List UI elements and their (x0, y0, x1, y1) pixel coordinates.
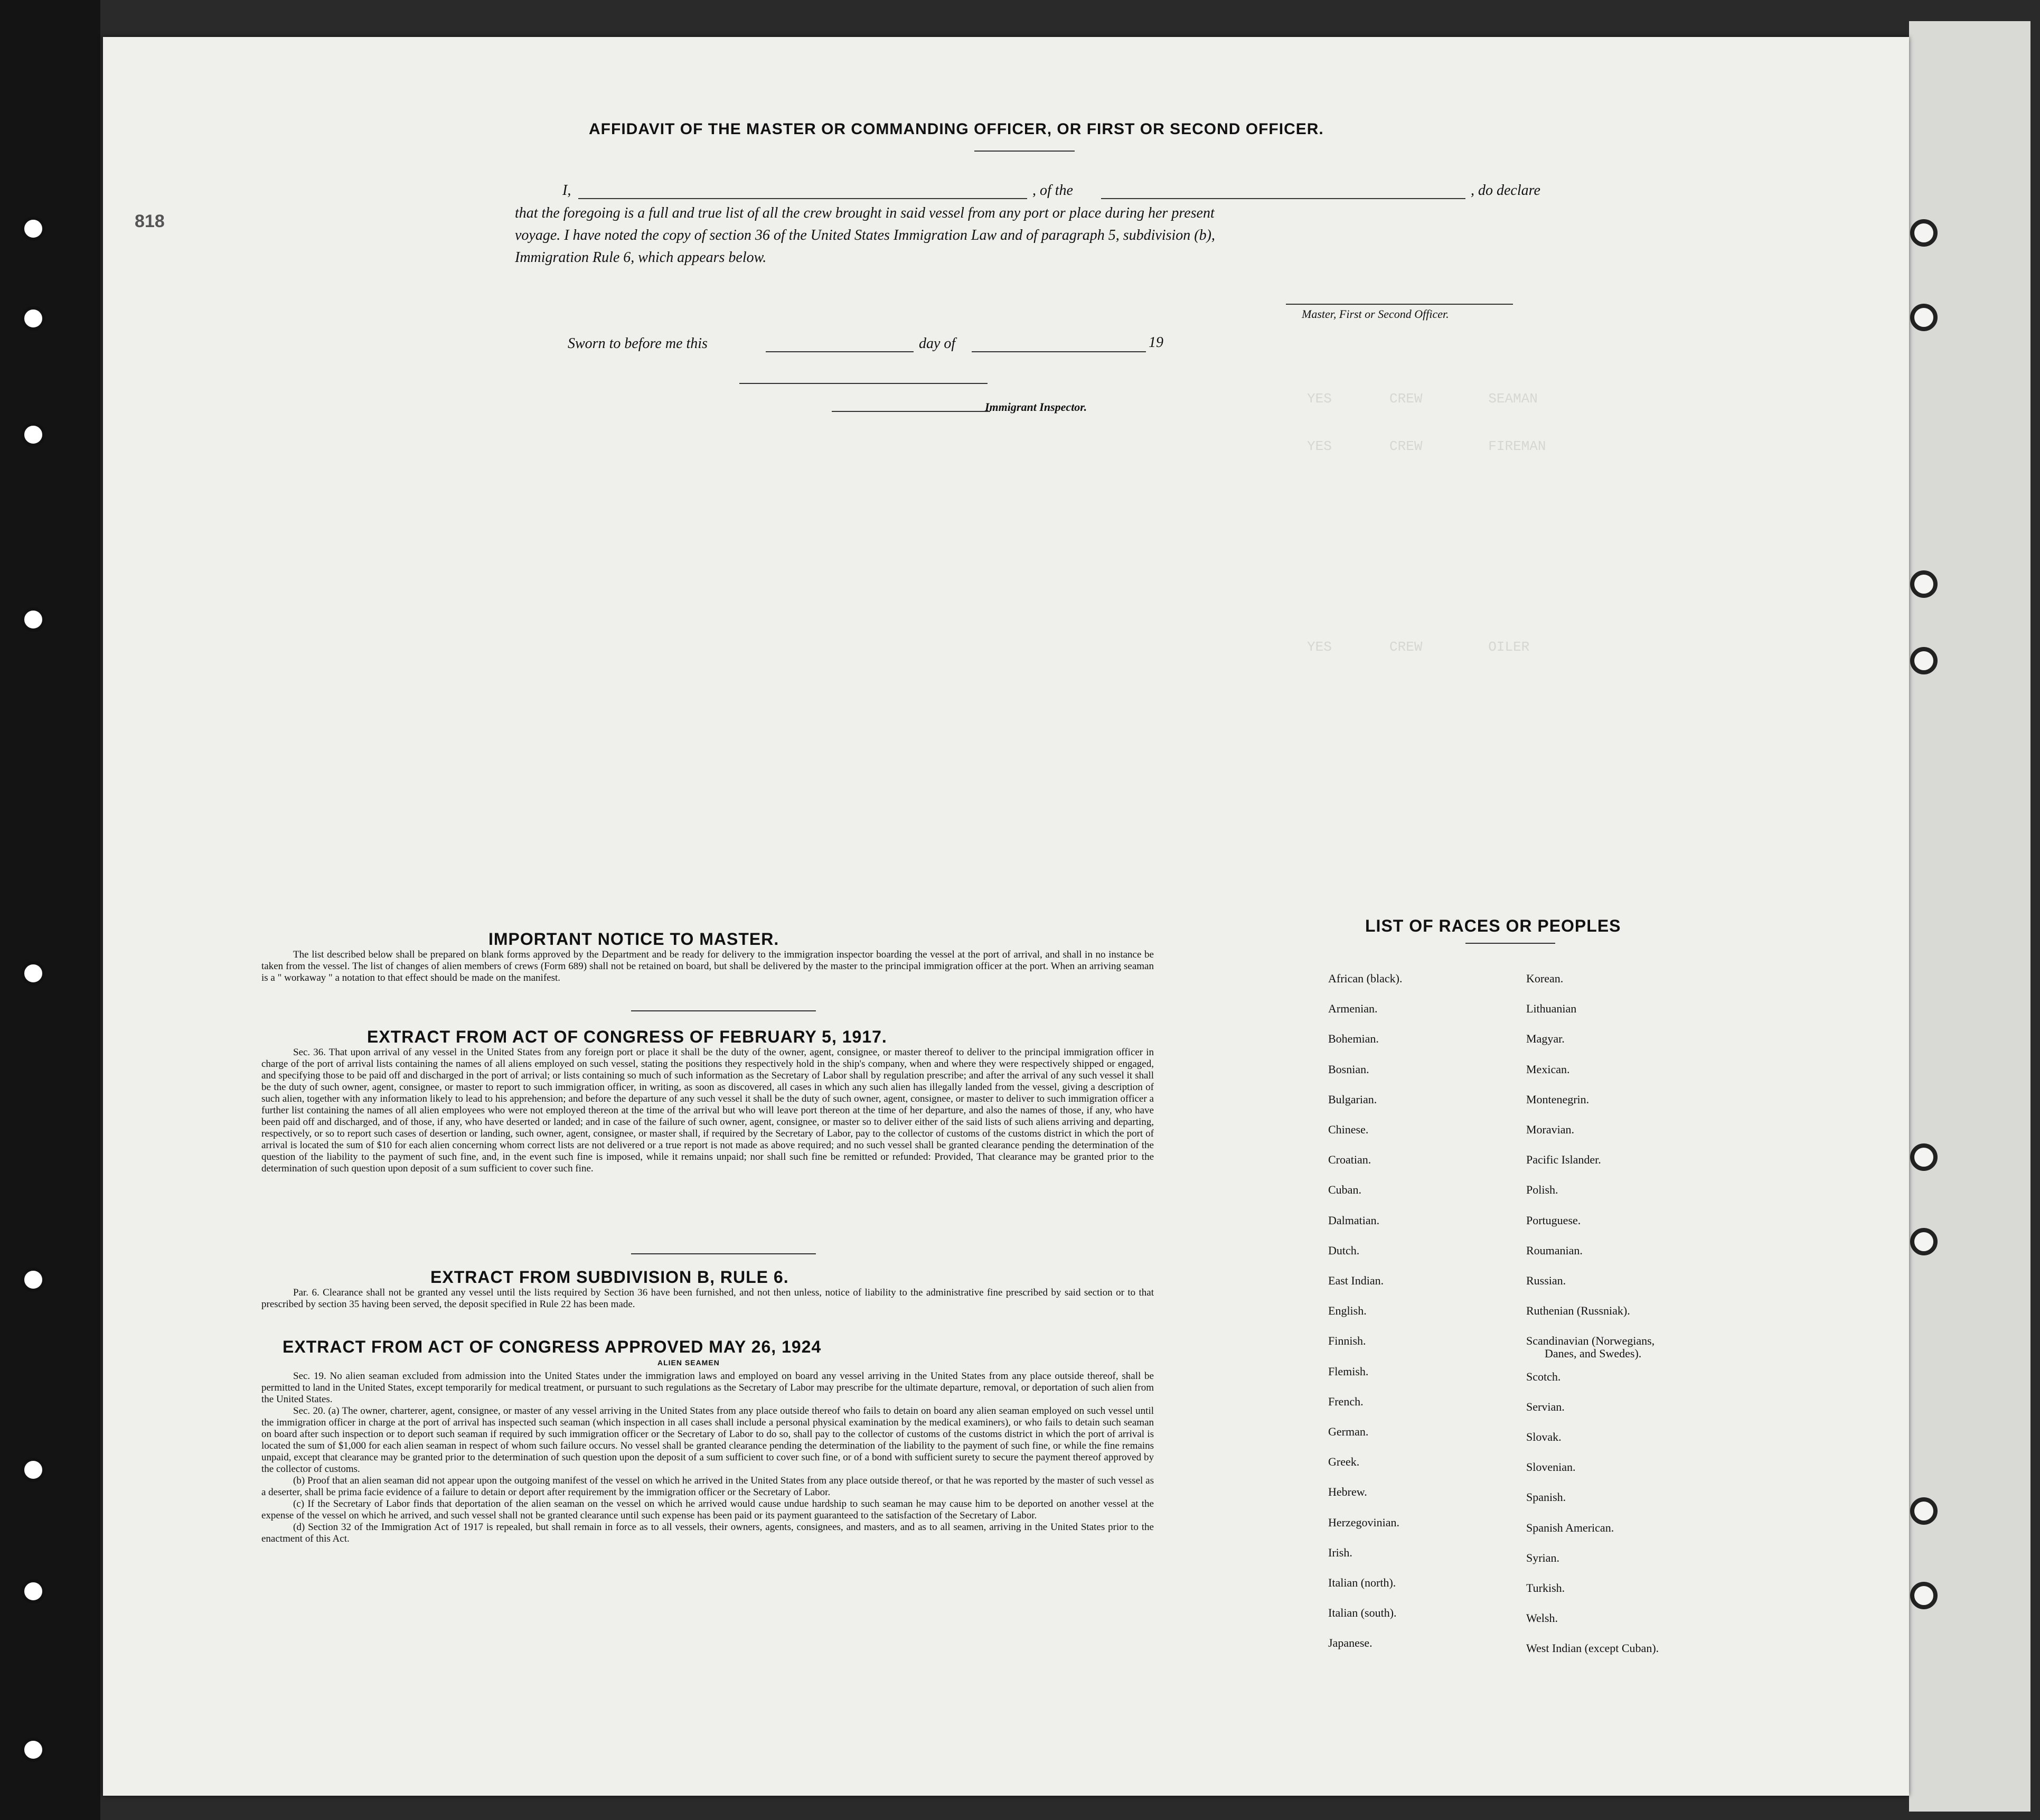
sec-19-paragraph: Sec. 19. No alien seaman excluded from admission into the United States under the immigration laws and employed on board any vessel arriving in the United States from any place outside thereof, shall be permitted to land in the United States, except temporarily for medical treatment, or pursuant to such regulations as the Secretary of Labor may prescribe for the ultimate departure, removal, or deportation of such alien from the United States. (261, 1371, 1154, 1405)
race-entry: Slovak. (1526, 1430, 1562, 1443)
notice-title: IMPORTANT NOTICE TO MASTER. (488, 930, 779, 949)
binding-hole (21, 1458, 45, 1482)
binding-hole (21, 306, 45, 331)
race-entry: Bulgarian. (1328, 1093, 1377, 1106)
race-entry: Japanese. (1328, 1636, 1372, 1649)
inspector-signature-line (739, 383, 988, 384)
sec-20b-paragraph: (b) Proof that an alien seaman did not appear upon the outgoing manifest of the vessel on which he arrived in the United States from any place outside thereof, or that he was reported by the master of such vessel as a deserter, shall be prima facie evidence of a failure to detain or deport after requirement by the immigration officer or the Secretary of Labor. (261, 1475, 1154, 1498)
divider (1465, 943, 1555, 944)
races-title: LIST OF RACES OR PEOPLES (1365, 916, 1621, 935)
race-entry: French. (1328, 1395, 1364, 1408)
race-entry: Finnish. (1328, 1334, 1366, 1347)
sec-20c-paragraph: (c) If the Secretary of Labor finds that deportation of the alien seaman on the vessel on which he arrived would cause undue hardship to such seaman he may cause him to be deported on another vessel at the expense of the vessel on which he arrived, and such vessel shall not be granted clearance until such expense has been paid or its payment guaranteed to the satisfaction of the Secretary of Labor. (261, 1498, 1154, 1521)
binding-hole (21, 961, 45, 986)
punch-hole (1910, 1143, 1938, 1171)
race-entry: Servian. (1526, 1400, 1565, 1413)
race-entry: Portuguese. (1526, 1214, 1581, 1227)
punch-hole (1910, 219, 1938, 247)
punch-hole (1910, 1582, 1938, 1609)
day-of-label: day of (919, 335, 956, 352)
race-entry: East Indian. (1328, 1274, 1384, 1287)
manifest-page (103, 37, 1909, 1796)
race-entry: Lithuanian (1526, 1002, 1577, 1015)
divider (631, 1253, 816, 1254)
punch-hole (1910, 304, 1938, 331)
affidavit-line2: that the foregoing is a full and true list of all the crew brought in said vessel from any port or place during her present (515, 205, 1215, 221)
race-entry: Scotch. (1526, 1370, 1561, 1383)
race-entry: Spanish American. (1526, 1521, 1614, 1534)
inspector-label: Immigrant Inspector. (985, 400, 1087, 414)
race-entry: Scandinavian (Norwegians, (1526, 1334, 1655, 1347)
race-entry: Bosnian. (1328, 1063, 1369, 1076)
extract-1917-text: Sec. 36. That upon arrival of any vessel in the United States from any foreign port or place it shall be the duty of the owner, agent, consignee, or master thereof to deliver to the principal immigration officer in charge of the port of arrival lists containing the names of all aliens employed on such vessel, stating the positions they respectively hold in the ship's company, when and where they were respectively shipped or engaged, and specifying those to be paid off and discharged in the port of arrival; or lists containing so much of such information as the Secretary of Labor shall by regulation prescribe; and after the arrival of any such vessel it shall be the duty of such owner, agent, consignee, or master to report to such immigration officer, in writing, as soon as discovered, all cases in which any such alien has illegally landed from the vessel, giving a description of such alien, together with any information likely to lead to his apprehension; and before the departure of any such vessel it shall be the duty of such owner, agent, consignee, or master to deliver to such immigration officer a further list containing the names of all alien employees who were not employed thereon at the time of the arrival but who will leave port thereon at the time of her departure, and also the names of those, if any, who have been paid off and discharged, and of those, if any, who have deserted or landed; and in case of the failure of such owner, agent, consignee, or master so to deliver either of the said lists of such aliens arriving and departing, respectively, or so to report such cases of desertion or landing, such owner, agent, consignee, or master shall, if required by the Secretary of Labor, pay to the collector of customs of the customs district in which the port of arrival is located the sum of $10 for each alien concerning whom correct lists are not delivered or a true report is not made as above required; and no such vessel shall be granted clearance pending the determination of the question of the liability to the payment of such fine, and, in the event such fine is imposed, while it remains unpaid; nor shall such fine be remitted or refunded: Provided, That clearance may be granted prior to the determination of such question upon deposit of a sum sufficient to cover such fine. (261, 1047, 1154, 1174)
notice-text: The list described below shall be prepared on blank forms approved by the Department and be ready for delivery to the immigration inspector boarding the vessel at the port of arrival, and shall in no instance be taken from the vessel. The list of changes of alien members of crews (Form 689) shall not be retained on board, but shall be delivered by the master to the principal immigration officer at the port. When an arriving seaman is a " workaway " a notation to that effect should be made on the manifest. (261, 949, 1154, 983)
race-entry: Welsh. (1526, 1611, 1558, 1625)
race-entry: Spanish. (1526, 1490, 1566, 1504)
race-entry: German. (1328, 1425, 1369, 1438)
race-entry: Dutch. (1328, 1244, 1360, 1257)
race-entry: Herzegovinian. (1328, 1516, 1399, 1529)
extract-1917-title: EXTRACT FROM ACT OF CONGRESS OF FEBRUARY 5, 1917. (367, 1027, 887, 1046)
punch-hole (1910, 1228, 1938, 1255)
affidavit-of-the: , of the (1032, 182, 1073, 199)
divider (974, 151, 1075, 152)
race-entry: Mexican. (1526, 1063, 1570, 1076)
bleed-through-text: YES CREW FIREMAN (1307, 438, 1546, 454)
inspector-line (832, 411, 990, 412)
punch-hole (1910, 1497, 1938, 1525)
race-entry: Dalmatian. (1328, 1214, 1380, 1227)
vessel-line (1101, 198, 1465, 199)
race-entry: Irish. (1328, 1546, 1352, 1559)
extract-1924-title: EXTRACT FROM ACT OF CONGRESS APPROVED MAY 26, 1924 (283, 1337, 822, 1356)
master-label: Master, First or Second Officer. (1302, 307, 1449, 321)
month-line (972, 351, 1146, 352)
race-entry: Danes, and Swedes). (1545, 1347, 1642, 1360)
race-entry: Turkish. (1526, 1581, 1565, 1594)
race-entry: Syrian. (1526, 1551, 1559, 1564)
alien-seamen-subtitle: ALIEN SEAMEN (657, 1358, 720, 1367)
sec-20a-paragraph: Sec. 20. (a) The owner, charterer, agent, consignee, or master of any vessel arriving in the United States from any place outside thereof who fails to detain on board any alien seaman employed on such vessel until the immigration officer in charge at the port of arrival has inspected such seaman (which inspection in all cases shall include a personal physical examination by the medical examiners), or who fails to detain such seaman on board after such inspection or to deport such seaman if required by such immigration officer or the Secretary of Labor to do so, shall pay to the collector of customs of the customs district in which the port of arrival is located the sum of $1,000 for each alien seaman in respect of whom such failure occurs. No vessel shall be granted clearance pending the determination of the liability to the payment of such fine, or while the fine remains unpaid, except that clearance may be granted prior to the determination of such question upon the deposit of a sum sufficient to cover such fine, or of a bond with sufficient surety to secure the payment thereof approved by the collector of customs. (261, 1405, 1154, 1475)
race-entry: Flemish. (1328, 1365, 1369, 1378)
race-entry: Moravian. (1526, 1123, 1575, 1136)
sworn-label: Sworn to before me this (568, 335, 708, 352)
race-entry: English. (1328, 1304, 1367, 1317)
sec-20d-paragraph: (d) Section 32 of the Immigration Act of 1917 is repealed, but shall remain in force as to all vessels, their owners, agents, consignees, and masters, and as to all seamen, arriving in the United States prior to the enactment of this Act. (261, 1522, 1154, 1544)
right-page-edge (1909, 21, 2030, 1812)
signature-line (1286, 304, 1513, 305)
affidavit-i: I, (562, 182, 571, 199)
binding-hole (21, 1579, 45, 1603)
race-entry: Slovenian. (1526, 1460, 1576, 1474)
binding-hole (21, 607, 45, 632)
sworn-day-line (766, 351, 914, 352)
affidavit-title: AFFIDAVIT OF THE MASTER OR COMMANDING OFFICER, OR FIRST OR SECOND OFFICER. (589, 120, 1324, 138)
race-entry: Pacific Islander. (1526, 1153, 1601, 1166)
race-entry: Hebrew. (1328, 1485, 1367, 1498)
race-entry: Greek. (1328, 1455, 1360, 1468)
bleed-through-text: YES CREW SEAMAN (1307, 391, 1538, 407)
affidavit-declare: , do declare (1471, 182, 1540, 199)
race-entry: Korean. (1526, 972, 1564, 985)
race-entry: Russian. (1526, 1274, 1566, 1287)
punch-hole (1910, 647, 1938, 674)
affidavit-line4: Immigration Rule 6, which appears below. (515, 249, 767, 266)
extract-1924-body (261, 1371, 1154, 1545)
subdivision-title: EXTRACT FROM SUBDIVISION B, RULE 6. (430, 1268, 789, 1287)
affidavit-line3: voyage. I have noted the copy of section 36 of the United States Immigration Law and of paragraph 5, subdivision (b), (515, 227, 1215, 243)
race-entry: Polish. (1526, 1183, 1558, 1196)
race-entry: Cuban. (1328, 1183, 1361, 1196)
binding-hole (21, 217, 45, 241)
name-line (578, 198, 1027, 199)
race-entry: Armenian. (1328, 1002, 1378, 1015)
race-entry: Ruthenian (Russniak). (1526, 1304, 1630, 1317)
left-binding-strip (0, 0, 100, 1820)
race-entry: Bohemian. (1328, 1032, 1379, 1045)
binding-hole (21, 1268, 45, 1292)
binding-hole (21, 423, 45, 447)
race-entry: Roumanian. (1526, 1244, 1583, 1257)
race-entry: Italian (south). (1328, 1606, 1397, 1619)
race-entry: Croatian. (1328, 1153, 1371, 1166)
race-entry: African (black). (1328, 972, 1403, 985)
bleed-through-text: YES CREW OILER (1307, 639, 1530, 655)
race-entry: Montenegrin. (1526, 1093, 1590, 1106)
race-entry: Chinese. (1328, 1123, 1369, 1136)
race-entry: Italian (north). (1328, 1576, 1396, 1589)
binding-hole (21, 1738, 45, 1762)
margin-note: 818 (135, 211, 165, 231)
punch-hole (1910, 570, 1938, 598)
race-entry: West Indian (except Cuban). (1526, 1641, 1659, 1655)
subdivision-text: Par. 6. Clearance shall not be granted any vessel until the lists required by Section 36 have been furnished, and not then unless, notice of liability to the administrative fine prescribed by said section or to that prescribed by section 35 having been served, the deposit specified in Rule 22 has been made. (261, 1287, 1154, 1310)
race-entry: Magyar. (1526, 1032, 1565, 1045)
year-label: 19 (1149, 334, 1163, 351)
divider (631, 1010, 816, 1011)
